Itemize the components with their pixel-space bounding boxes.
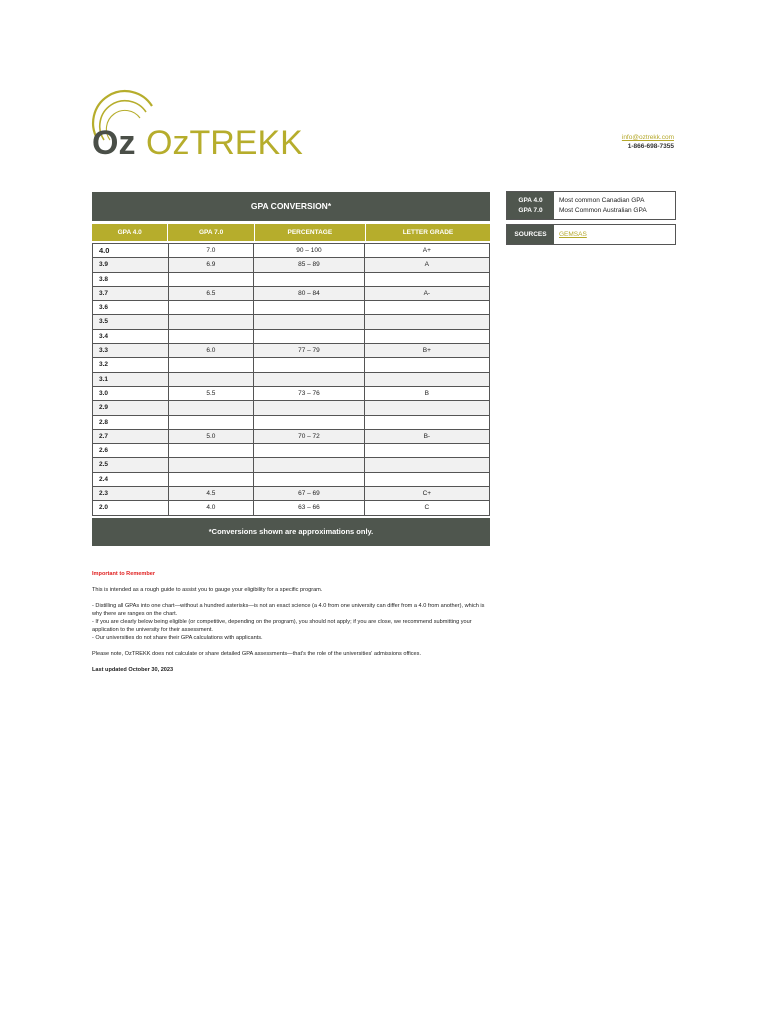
table-footnote: *Conversions shown are approximations only. <box>92 518 490 546</box>
legend-label: GPA 4.0 <box>518 197 543 204</box>
cell-gpa4: 3.4 <box>93 330 169 343</box>
cell-gpa4: 3.0 <box>93 387 169 400</box>
contact-info <box>622 133 674 151</box>
contact-email-link[interactable]: info@oztrekk.com <box>621 134 674 141</box>
cell-letter-grade <box>365 416 489 429</box>
notes-disclaimer: Please note, OzTREKK does not calculate or share detailed GPA assessments—that's the role of the universities' admissions offices. <box>92 651 422 657</box>
cell-gpa7 <box>169 444 255 457</box>
cell-gpa4: 3.6 <box>93 301 169 314</box>
legend-value: Most Common Australian GPA <box>559 207 647 214</box>
cell-letter-grade <box>365 273 489 286</box>
table-row <box>93 416 489 430</box>
cell-percentage: 70 – 72 <box>254 430 364 443</box>
cell-gpa4: 2.8 <box>93 416 169 429</box>
table-row <box>93 430 489 444</box>
cell-gpa7 <box>169 330 255 343</box>
cell-percentage <box>254 373 364 386</box>
cell-letter-grade: C+ <box>365 487 489 500</box>
cell-gpa7 <box>169 358 255 371</box>
cell-gpa7: 6.9 <box>169 258 255 271</box>
cell-percentage <box>254 358 364 371</box>
logo-text: OzTREKK <box>146 124 303 162</box>
header-gpa4: GPA 4.0 <box>92 224 168 241</box>
table-row <box>93 315 489 329</box>
table-header-row <box>92 224 490 241</box>
cell-percentage <box>254 273 364 286</box>
cell-gpa4: 2.6 <box>93 444 169 457</box>
legend-value: Most common Canadian GPA <box>559 197 645 204</box>
cell-percentage <box>254 416 364 429</box>
cell-letter-grade <box>365 401 489 414</box>
cell-gpa4: 2.0 <box>93 501 169 514</box>
cell-letter-grade <box>365 330 489 343</box>
cell-letter-grade: B+ <box>365 344 489 357</box>
notes-bullet: - If you are clearly below being eligible (or competitive, depending on the program), you should not apply; if you are close, we recommend submitting your application to the university for their assessment. <box>92 619 472 633</box>
cell-letter-grade <box>365 358 489 371</box>
cell-letter-grade <box>365 458 489 471</box>
cell-gpa7 <box>169 473 255 486</box>
cell-percentage: 80 – 84 <box>254 287 364 300</box>
sources-label: SOURCES <box>507 225 554 244</box>
cell-letter-grade: A- <box>365 287 489 300</box>
table-row <box>93 387 489 401</box>
oztrekk-logo <box>90 92 303 162</box>
cell-gpa7: 4.5 <box>169 487 255 500</box>
cell-gpa7 <box>169 458 255 471</box>
cell-percentage <box>254 330 364 343</box>
cell-gpa7 <box>169 416 255 429</box>
table-row <box>93 373 489 387</box>
table-row <box>93 358 489 372</box>
cell-gpa4: 3.2 <box>93 358 169 371</box>
svg-text:Oz: Oz <box>92 124 136 162</box>
cell-gpa4: 2.9 <box>93 401 169 414</box>
table-row <box>93 487 489 501</box>
cell-gpa7: 6.0 <box>169 344 255 357</box>
cell-gpa4: 2.5 <box>93 458 169 471</box>
cell-percentage: 63 – 66 <box>254 501 364 514</box>
last-updated: Last updated October 30, 2023 <box>92 667 174 673</box>
table-row <box>93 401 489 415</box>
cell-gpa7 <box>169 315 255 328</box>
cell-letter-grade <box>365 315 489 328</box>
table-row <box>93 287 489 301</box>
table-row <box>93 501 489 515</box>
cell-gpa4: 4.0 <box>93 244 169 257</box>
cell-percentage: 67 – 69 <box>254 487 364 500</box>
table-row <box>93 330 489 344</box>
cell-letter-grade: C <box>424 504 430 512</box>
header-percentage: PERCENTAGE <box>255 224 366 241</box>
cell-gpa7: 5.5 <box>169 387 255 400</box>
legend-label: GPA 7.0 <box>518 207 543 214</box>
cell-gpa7: 7.0 <box>169 244 255 257</box>
header-gpa7: GPA 7.0 <box>168 224 254 241</box>
table-row <box>93 444 489 458</box>
cell-gpa7: 5.0 <box>169 430 255 443</box>
cell-letter-grade: B- <box>365 430 489 443</box>
cell-gpa4: 3.1 <box>93 373 169 386</box>
cell-letter-grade <box>365 473 489 486</box>
cell-gpa7: 6.5 <box>169 287 255 300</box>
cell-letter-grade <box>365 373 489 386</box>
cell-gpa4: 3.3 <box>93 344 169 357</box>
contact-phone: 1-866-698-7355 <box>627 143 674 150</box>
cell-percentage <box>254 401 364 414</box>
cell-letter-grade: B <box>424 389 429 397</box>
table-row <box>93 273 489 287</box>
notes-intro: This is intended as a rough guide to assist you to gauge your eligibility for a specific program. <box>92 587 323 593</box>
cell-percentage <box>254 444 364 457</box>
cell-gpa4: 3.8 <box>93 273 169 286</box>
table-row <box>93 458 489 472</box>
legend-panel <box>506 191 676 245</box>
notes-bullet: - Distilling all GPAs into one chart—without a hundred asterisks—is not an exact science (a 4.0 from one university can differ from a 4.0 from another), which is why there are ranges on the chart. <box>92 603 485 617</box>
notes-heading: Important to Remember <box>92 571 156 577</box>
cell-gpa4: 2.4 <box>93 473 169 486</box>
table-row <box>93 301 489 315</box>
table-row <box>93 344 489 358</box>
cell-gpa4: 3.7 <box>93 287 169 300</box>
notes-bullet: - Our universities do not share their GPA calculations with applicants. <box>92 635 263 641</box>
cell-letter-grade: A+ <box>422 247 431 254</box>
gpa-legend <box>506 191 676 220</box>
cell-percentage <box>254 473 364 486</box>
cell-percentage: 90 – 100 <box>254 244 364 257</box>
cell-gpa4: 3.5 <box>93 315 169 328</box>
cell-gpa7 <box>169 401 255 414</box>
notes-section <box>92 570 492 674</box>
cell-letter-grade <box>365 301 489 314</box>
cell-gpa4: 2.3 <box>93 487 169 500</box>
cell-percentage: 73 – 76 <box>254 387 364 400</box>
cell-letter-grade <box>365 444 489 457</box>
table-body <box>92 243 490 516</box>
cell-percentage: 85 – 89 <box>254 258 364 271</box>
header-letter-grade: LETTER GRADE <box>366 224 490 241</box>
cell-letter-grade: A <box>365 258 489 271</box>
cell-gpa7 <box>169 273 255 286</box>
table-title: GPA CONVERSION* <box>92 192 490 221</box>
cell-gpa7: 4.0 <box>169 501 255 514</box>
cell-percentage <box>254 458 364 471</box>
cell-gpa7 <box>169 373 255 386</box>
sources-link[interactable]: GEMSAS <box>559 231 587 238</box>
cell-gpa7 <box>169 301 255 314</box>
cell-percentage: 77 – 79 <box>254 344 364 357</box>
cell-gpa4: 3.9 <box>93 258 169 271</box>
gpa-conversion-table <box>92 192 490 546</box>
table-row <box>93 258 489 272</box>
table-row <box>93 473 489 487</box>
cell-gpa4: 2.7 <box>93 430 169 443</box>
cell-percentage <box>254 315 364 328</box>
sources-box <box>506 224 676 245</box>
cell-percentage <box>254 301 364 314</box>
table-row <box>93 244 489 258</box>
